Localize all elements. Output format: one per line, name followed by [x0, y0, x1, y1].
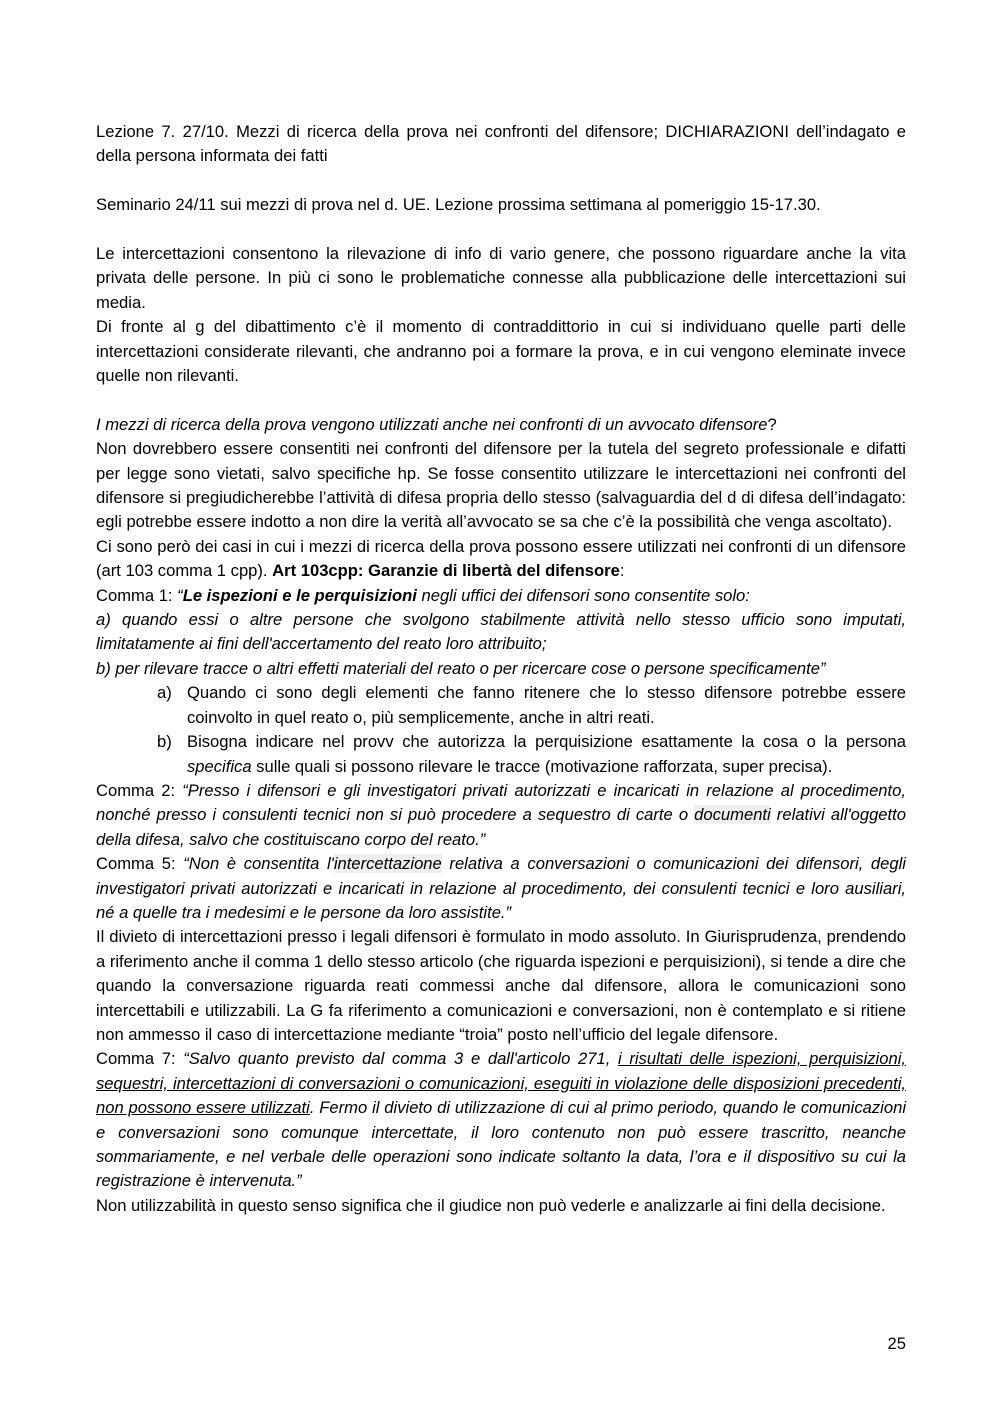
comma-7 — [96, 1047, 906, 1193]
section-question — [96, 413, 906, 437]
note-marker-a: a) — [157, 683, 172, 703]
comma-5 — [96, 852, 906, 925]
comma-1-text: negli uffici dei difensori sono consentite solo: — [416, 585, 750, 605]
article-heading: Art 103cpp: Garanzie di libertà del difensore — [272, 561, 620, 581]
comma-1 — [96, 584, 906, 608]
comma-5-text-end: relativa a conversazioni o comunicazioni dei difensori, degli investigatori privati autorizzati e incaricati in relazione al procedimento, dei consulenti tecnici e loro ausiliari, né a quelle tra i medesimi e le persone da loro assistite.” — [96, 854, 906, 922]
lesson-title: Lezione 7. 27/10. Mezzi di ricerca della prova nei confronti del difensore; DICHIARAZIONI dell’indagato e della persona informata dei fatti — [96, 122, 906, 166]
question-text: I mezzi di ricerca della prova vengono utilizzati anche nei confronti di un avvocato difensore — [96, 414, 768, 434]
page-number: 25 — [887, 1334, 906, 1353]
jurisprudence-paragraph: Il divieto di intercettazioni presso i legali difensori è formulato in modo assoluto. In Giurisprudenza, prendendo a riferimento anche il comma 1 dello stesso articolo (che riguarda ispezioni e perquisizioni), si tende a dire che quando la conversazione riguarda reati commessi anche dal difensore, allora le comunicazioni sono intercettabili e utilizzabili. La G fa riferimento a comunicazioni e conversazioni, non è contemplato e si ritiene non ammesso il caso di intercettazione mediante “troia” posto nell’ufficio del legale difensore. — [96, 927, 906, 1044]
comma-1-lead: Le ispezioni e le perquisizioni — [182, 585, 417, 605]
comma-7-underlined: i risultati delle ispezioni, perquisizioni, sequestri, intercettazioni di conversazioni o comunicazioni, eseguiti in violazione delle disposizioni precedenti, non possono essere utilizzati — [96, 1049, 906, 1118]
article-heading-colon: : — [619, 561, 625, 581]
page-content — [96, 120, 906, 1218]
note-item-a — [96, 681, 906, 730]
intro-paragraph-2: Di fronte al g del dibattimento c’è il momento di contraddittorio in cui si individuano quelle parti delle intercettazioni considerate rilevanti, che andranno poi a formare la prova, e in cui vengono eleminate invece quelle non rilevanti. — [96, 317, 906, 386]
comma-5-text: “Non è consentita l' — [183, 854, 334, 874]
comma-1-label: Comma 1: — [96, 585, 178, 605]
seminar-note: Seminario 24/11 sui mezzi di prova nel d. UE. Lezione prossima settimana al pomeriggio 15-17.30. — [96, 195, 821, 215]
comma-7-text: “Salvo quanto previsto dal comma 3 e dall'articolo 271, — [183, 1049, 618, 1069]
exceptions-paragraph — [96, 535, 906, 584]
question-mark: ? — [767, 414, 777, 434]
note-text-a: Quando ci sono degli elementi che fanno ritenere che lo stesso difensore potrebbe essere coinvolto in quel reato o, più semplicemente, anche in altri reati. — [187, 683, 906, 727]
intro-paragraph-1: Le intercettazioni consentono la rilevazione di info di vario genere, che possono riguardare anche la vita privata delle persone. In più ci sono le problematiche connesse alla pubblicazione delle intercettazioni sui media. — [96, 244, 906, 312]
comma-2-highlight: documenti — [694, 805, 771, 825]
comma-1-notes-list — [96, 681, 906, 779]
comma-7-label: Comma 7: — [96, 1049, 184, 1069]
comma-1-item-b: b) per rilevare tracce o altri effetti materiali del reato o per ricercare cose o persone specificamente” — [96, 658, 826, 678]
comma-2 — [96, 779, 906, 852]
comma-7-text-end: . Fermo il divieto di utilizzazione di cui al primo periodo, quando le comunicazioni e conversazioni sono comunque intercettate, il loro contenuto non può essere trascritto, neanche sommariamente, e nel verbale delle operazioni sono indicate soltanto la data, l’ora e il dispositivo su cui la registrazione è intervenuta.” — [96, 1098, 907, 1191]
note-text-b-em: specifica — [187, 756, 252, 776]
exceptions-text: Ci sono però dei casi in cui i mezzi di ricerca della prova possono essere utilizzati nei confronti di un difensore (art 103 comma 1 cpp). — [96, 536, 906, 581]
note-text-b-post: sulle quali si possono rilevare le tracce (motivazione rafforzata, super precisa). — [251, 756, 833, 776]
comma-5-label: Comma 5: — [96, 854, 184, 874]
comma-1-item-a: a) quando essi o altre persone che svolgono stabilmente attività nello stesso ufficio sono imputati, limitatamente ai fini dell'accertamento del reato loro attribuito; — [96, 610, 906, 654]
closing-paragraph: Non utilizzabilità in questo senso significa che il giudice non può vederle e analizzarle ai fini della decisione. — [96, 1195, 886, 1215]
comma-2-label: Comma 2: — [96, 780, 183, 800]
comma-1-open-quote: “ — [177, 585, 183, 605]
section-answer: Non dovrebbero essere consentiti nei confronti del difensore per la tutela del segreto professionale e difatti per legge sono vietati, salvo specifiche hp. Se fosse consentito utilizzare le intercettazioni nei confronti del difensore si pregiudicherebbe l’attività di difesa propria dello stesso (salvaguardia del d di difesa dell’indagato: egli potrebbe essere indotto a non dire la verità all’avvocato se sa che c’è la possibilità che venga ascoltato). — [96, 439, 906, 532]
note-text-b-pre: Bisogna indicare nel provv che autorizza la perquisizione esattamente la cosa o la persona — [187, 732, 906, 752]
comma-2-text: “Presso i difensori e gli investigatori privati autorizzati e incaricati in relazione al procedimento, nonché presso i consulenti tecnici non si può procedere a sequestro di carte o — [96, 780, 906, 825]
comma-2-text-end: relativi all'oggetto della difesa, salvo che costituiscano corpo del reato.” — [96, 805, 906, 849]
note-item-b — [96, 730, 906, 779]
note-marker-b: b) — [157, 732, 172, 752]
comma-5-highlight: intercettazione — [333, 854, 442, 874]
